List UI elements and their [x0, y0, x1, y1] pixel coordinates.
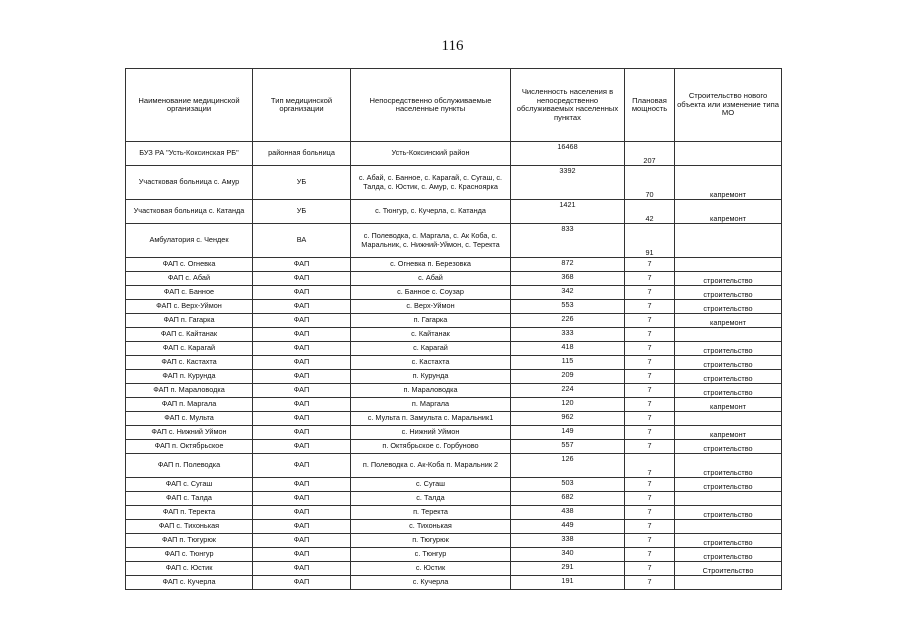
table-row — [126, 562, 782, 576]
cell-population: 126 — [511, 454, 625, 478]
cell-capacity: 7 — [625, 412, 675, 426]
cell-name: ФАП с. Огневка — [126, 258, 253, 272]
cell-capacity: 7 — [625, 562, 675, 576]
cell-type: ФАП — [253, 562, 351, 576]
cell-capacity: 7 — [625, 398, 675, 412]
table-row — [126, 314, 782, 328]
cell-construction: капремонт — [675, 398, 782, 412]
cell-capacity: 7 — [625, 478, 675, 492]
cell-name: ФАП с. Кайтанак — [126, 328, 253, 342]
cell-population: 503 — [511, 478, 625, 492]
cell-name: ФАП п. Маргала — [126, 398, 253, 412]
cell-construction: строительство — [675, 506, 782, 520]
cell-construction — [675, 576, 782, 590]
table-row — [126, 370, 782, 384]
cell-construction — [675, 142, 782, 166]
table-row — [126, 506, 782, 520]
cell-construction: строительство — [675, 272, 782, 286]
cell-name: Участковая больница с. Катанда — [126, 200, 253, 224]
cell-type: ФАП — [253, 314, 351, 328]
cell-population: 209 — [511, 370, 625, 384]
cell-capacity: 7 — [625, 576, 675, 590]
page-number: 116 — [441, 38, 464, 54]
cell-population: 333 — [511, 328, 625, 342]
cell-type: ВА — [253, 224, 351, 258]
cell-name: Амбулатория с. Чендек — [126, 224, 253, 258]
table-body — [126, 142, 782, 590]
cell-population: 149 — [511, 426, 625, 440]
cell-capacity: 7 — [625, 454, 675, 478]
cell-type: ФАП — [253, 492, 351, 506]
cell-construction — [675, 224, 782, 258]
cell-settlements: п. Теректа — [351, 506, 511, 520]
cell-construction: капремонт — [675, 426, 782, 440]
table-row — [126, 356, 782, 370]
cell-capacity: 7 — [625, 272, 675, 286]
cell-name: ФАП с. Кастахта — [126, 356, 253, 370]
cell-construction: Строительство — [675, 562, 782, 576]
cell-settlements: с. Кайтанак — [351, 328, 511, 342]
cell-population: 449 — [511, 520, 625, 534]
cell-population: 120 — [511, 398, 625, 412]
cell-population: 338 — [511, 534, 625, 548]
cell-type: районная больница — [253, 142, 351, 166]
cell-construction: строительство — [675, 548, 782, 562]
cell-name: ФАП с. Нижний Уймон — [126, 426, 253, 440]
cell-settlements: с. Сугаш — [351, 478, 511, 492]
cell-capacity: 7 — [625, 258, 675, 272]
cell-settlements: с. Банное с. Соузар — [351, 286, 511, 300]
table-row — [126, 440, 782, 454]
cell-name: ФАП п. Октябрьское — [126, 440, 253, 454]
cell-type: ФАП — [253, 398, 351, 412]
cell-population: 224 — [511, 384, 625, 398]
cell-capacity: 7 — [625, 534, 675, 548]
cell-population: 833 — [511, 224, 625, 258]
table-row — [126, 398, 782, 412]
cell-settlements: п. Маргала — [351, 398, 511, 412]
cell-construction — [675, 258, 782, 272]
cell-capacity: 7 — [625, 342, 675, 356]
cell-name: ФАП с. Мульта — [126, 412, 253, 426]
cell-construction: строительство — [675, 440, 782, 454]
cell-capacity: 70 — [625, 166, 675, 200]
cell-name: ФАП п. Мараловодка — [126, 384, 253, 398]
table-row — [126, 272, 782, 286]
cell-settlements: п. Полеводка с. Ак-Коба п. Маральник 2 — [351, 454, 511, 478]
cell-capacity: 7 — [625, 520, 675, 534]
cell-capacity: 7 — [625, 492, 675, 506]
cell-capacity: 91 — [625, 224, 675, 258]
cell-settlements: с. Карагай — [351, 342, 511, 356]
cell-name: ФАП с. Банное — [126, 286, 253, 300]
cell-settlements: п. Октябрьское с. Горбуново — [351, 440, 511, 454]
cell-capacity: 7 — [625, 300, 675, 314]
cell-construction: капремонт — [675, 166, 782, 200]
cell-settlements: с. Нижний Уймон — [351, 426, 511, 440]
cell-type: ФАП — [253, 506, 351, 520]
table-row — [126, 548, 782, 562]
cell-construction: строительство — [675, 534, 782, 548]
cell-type: ФАП — [253, 370, 351, 384]
header-population: Численность населения в непосредственно обслуживаемых населенных пунктах — [511, 69, 625, 142]
table-row — [126, 300, 782, 314]
table-row — [126, 426, 782, 440]
cell-capacity: 7 — [625, 314, 675, 328]
cell-name: ФАП с. Кучерла — [126, 576, 253, 590]
cell-construction: строительство — [675, 342, 782, 356]
cell-construction: капремонт — [675, 200, 782, 224]
cell-name: ФАП с. Верх-Уймон — [126, 300, 253, 314]
cell-name: ФАП п. Полеводка — [126, 454, 253, 478]
cell-capacity: 7 — [625, 328, 675, 342]
cell-name: ФАП с. Сугаш — [126, 478, 253, 492]
cell-population: 340 — [511, 548, 625, 562]
cell-construction: строительство — [675, 384, 782, 398]
cell-type: ФАП — [253, 426, 351, 440]
cell-type: ФАП — [253, 520, 351, 534]
table-row — [126, 200, 782, 224]
cell-capacity: 7 — [625, 548, 675, 562]
cell-capacity: 7 — [625, 356, 675, 370]
cell-population: 291 — [511, 562, 625, 576]
cell-type: ФАП — [253, 356, 351, 370]
cell-name: Участковая больница с. Амур — [126, 166, 253, 200]
cell-population: 962 — [511, 412, 625, 426]
table-row — [126, 328, 782, 342]
cell-type: ФАП — [253, 328, 351, 342]
cell-construction: строительство — [675, 370, 782, 384]
cell-name: ФАП с. Абай — [126, 272, 253, 286]
cell-settlements: с. Кастахта — [351, 356, 511, 370]
header-construction: Строительство нового объекта или изменение типа МО — [675, 69, 782, 142]
table-header-row — [126, 69, 782, 142]
cell-type: ФАП — [253, 286, 351, 300]
cell-settlements: с. Полеводка, с. Маргала, с. Ак Коба, с. Маральник, с. Нижний-Уймон, с. Теректа — [351, 224, 511, 258]
table-row — [126, 478, 782, 492]
cell-population: 16468 — [511, 142, 625, 166]
cell-capacity: 7 — [625, 426, 675, 440]
cell-population: 115 — [511, 356, 625, 370]
table-row — [126, 166, 782, 200]
cell-capacity: 7 — [625, 440, 675, 454]
cell-construction: строительство — [675, 478, 782, 492]
cell-type: УБ — [253, 200, 351, 224]
header-name: Наименование медицинской организации — [126, 69, 253, 142]
cell-settlements: с. Тихонькая — [351, 520, 511, 534]
cell-settlements: п. Тюгурюк — [351, 534, 511, 548]
table-row — [126, 520, 782, 534]
table-row — [126, 342, 782, 356]
table-row — [126, 224, 782, 258]
cell-settlements: с. Абай — [351, 272, 511, 286]
cell-population: 1421 — [511, 200, 625, 224]
cell-capacity: 207 — [625, 142, 675, 166]
cell-type: ФАП — [253, 534, 351, 548]
cell-construction — [675, 492, 782, 506]
header-capacity: Плановая мощность — [625, 69, 675, 142]
header-settlements: Непосредственно обслуживаемые населенные пункты — [351, 69, 511, 142]
cell-construction: строительство — [675, 300, 782, 314]
cell-settlements: с. Мульта п. Замульта с. Маральник1 — [351, 412, 511, 426]
cell-name: ФАП с. Талда — [126, 492, 253, 506]
cell-population: 368 — [511, 272, 625, 286]
cell-name: ФАП п. Тюгурюк — [126, 534, 253, 548]
cell-capacity: 7 — [625, 384, 675, 398]
cell-construction — [675, 328, 782, 342]
header-type: Тип медицинской организации — [253, 69, 351, 142]
cell-type: ФАП — [253, 258, 351, 272]
cell-type: УБ — [253, 166, 351, 200]
cell-name: ФАП с. Тюнгур — [126, 548, 253, 562]
cell-type: ФАП — [253, 384, 351, 398]
cell-settlements: п. Мараловодка — [351, 384, 511, 398]
cell-settlements: п. Гагарка — [351, 314, 511, 328]
cell-type: ФАП — [253, 272, 351, 286]
cell-name: ФАП с. Тихонькая — [126, 520, 253, 534]
cell-construction — [675, 412, 782, 426]
cell-type: ФАП — [253, 454, 351, 478]
cell-name: ФАП с. Карагай — [126, 342, 253, 356]
cell-type: ФАП — [253, 576, 351, 590]
table-row — [126, 454, 782, 478]
cell-population: 438 — [511, 506, 625, 520]
cell-settlements: с. Абай, с. Банное, с. Карагай, с. Сугаш, с. Талда, с. Юстик, с. Амур, с. Красноярка — [351, 166, 511, 200]
cell-construction — [675, 520, 782, 534]
table-row — [126, 492, 782, 506]
cell-capacity: 42 — [625, 200, 675, 224]
cell-type: ФАП — [253, 412, 351, 426]
cell-name: БУЗ РА "Усть-Коксинская РБ" — [126, 142, 253, 166]
cell-population: 418 — [511, 342, 625, 356]
cell-construction: строительство — [675, 454, 782, 478]
cell-type: ФАП — [253, 300, 351, 314]
cell-construction: строительство — [675, 356, 782, 370]
cell-capacity: 7 — [625, 286, 675, 300]
cell-settlements: с. Юстик — [351, 562, 511, 576]
cell-settlements: с. Талда — [351, 492, 511, 506]
cell-population: 682 — [511, 492, 625, 506]
cell-population: 226 — [511, 314, 625, 328]
cell-population: 872 — [511, 258, 625, 272]
cell-type: ФАП — [253, 440, 351, 454]
cell-settlements: п. Курунда — [351, 370, 511, 384]
medical-organizations-table — [125, 68, 782, 590]
cell-settlements: с. Огневка п. Березовка — [351, 258, 511, 272]
table-row — [126, 534, 782, 548]
table-row — [126, 142, 782, 166]
cell-type: ФАП — [253, 342, 351, 356]
cell-name: ФАП п. Курунда — [126, 370, 253, 384]
cell-capacity: 7 — [625, 506, 675, 520]
cell-type: ФАП — [253, 478, 351, 492]
cell-population: 191 — [511, 576, 625, 590]
cell-construction: капремонт — [675, 314, 782, 328]
cell-capacity: 7 — [625, 370, 675, 384]
cell-name: ФАП п. Гагарка — [126, 314, 253, 328]
cell-settlements: Усть-Коксинский район — [351, 142, 511, 166]
cell-settlements: с. Кучерла — [351, 576, 511, 590]
cell-settlements: с. Тюнгур — [351, 548, 511, 562]
cell-population: 557 — [511, 440, 625, 454]
table-row — [126, 286, 782, 300]
cell-settlements: с. Тюнгур, с. Кучерла, с. Катанда — [351, 200, 511, 224]
cell-construction: строительство — [675, 286, 782, 300]
cell-population: 553 — [511, 300, 625, 314]
cell-name: ФАП п. Теректа — [126, 506, 253, 520]
table-row — [126, 258, 782, 272]
table-row — [126, 576, 782, 590]
cell-population: 342 — [511, 286, 625, 300]
cell-population: 3392 — [511, 166, 625, 200]
table-row — [126, 412, 782, 426]
cell-settlements: с. Верх-Уймон — [351, 300, 511, 314]
cell-type: ФАП — [253, 548, 351, 562]
table-row — [126, 384, 782, 398]
cell-name: ФАП с. Юстик — [126, 562, 253, 576]
